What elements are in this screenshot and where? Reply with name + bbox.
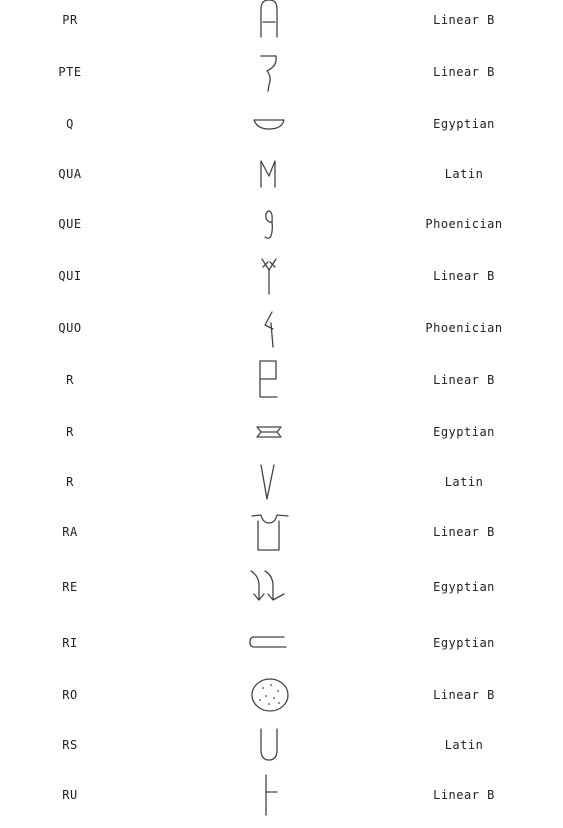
script-name: Latin <box>444 738 484 752</box>
ra-linear-b-glyph-icon <box>244 507 294 557</box>
rs-latin-glyph-icon <box>244 720 294 770</box>
ro-linear-b-glyph-icon <box>244 670 294 720</box>
sign-code: RE <box>62 580 78 594</box>
script-name: Phoenician <box>425 321 503 335</box>
sign-code: PR <box>62 13 78 27</box>
sign-code: PTE <box>58 65 82 79</box>
sign-code: RI <box>62 636 78 650</box>
ri-egyptian-glyph-icon <box>244 618 294 668</box>
qua-latin-glyph-icon <box>244 149 294 199</box>
script-name: Linear B <box>433 13 495 27</box>
quo-phoenician-glyph-icon <box>244 303 294 353</box>
sign-code: Q <box>66 117 74 131</box>
sign-code: R <box>66 475 74 489</box>
sign-code: QUE <box>58 217 82 231</box>
sign-code: RO <box>62 688 78 702</box>
q-egyptian-glyph-icon <box>244 99 294 149</box>
sign-code: QUA <box>58 167 82 181</box>
script-name: Egyptian <box>433 580 495 594</box>
script-name: Egyptian <box>433 425 495 439</box>
script-name: Linear B <box>433 788 495 802</box>
script-name: Linear B <box>433 688 495 702</box>
script-name: Phoenician <box>425 217 503 231</box>
script-name: Egyptian <box>433 636 495 650</box>
r-egyptian-glyph-icon <box>244 407 294 457</box>
pte-linear-b-glyph-icon <box>244 47 294 97</box>
sign-code: R <box>66 425 74 439</box>
r-linear-b-glyph-icon <box>244 355 294 405</box>
script-name: Linear B <box>433 525 495 539</box>
r-latin-glyph-icon <box>244 457 294 507</box>
re-egyptian-glyph-icon <box>244 562 294 612</box>
script-name: Linear B <box>433 269 495 283</box>
script-name: Latin <box>444 167 484 181</box>
sign-code: RU <box>62 788 78 802</box>
qui-linear-b-glyph-icon <box>244 251 294 301</box>
script-name: Linear B <box>433 373 495 387</box>
sign-code: QUI <box>58 269 82 283</box>
sign-code: QUO <box>58 321 82 335</box>
ru-linear-b-glyph-icon <box>244 770 294 820</box>
sign-code: R <box>66 373 74 387</box>
script-name: Linear B <box>433 65 495 79</box>
script-name: Egyptian <box>433 117 495 131</box>
pr-linear-b-glyph-icon <box>244 0 294 45</box>
script-name: Latin <box>444 475 484 489</box>
que-phoenician-glyph-icon <box>244 199 294 249</box>
sign-code: RS <box>62 738 78 752</box>
sign-code: RA <box>62 525 78 539</box>
